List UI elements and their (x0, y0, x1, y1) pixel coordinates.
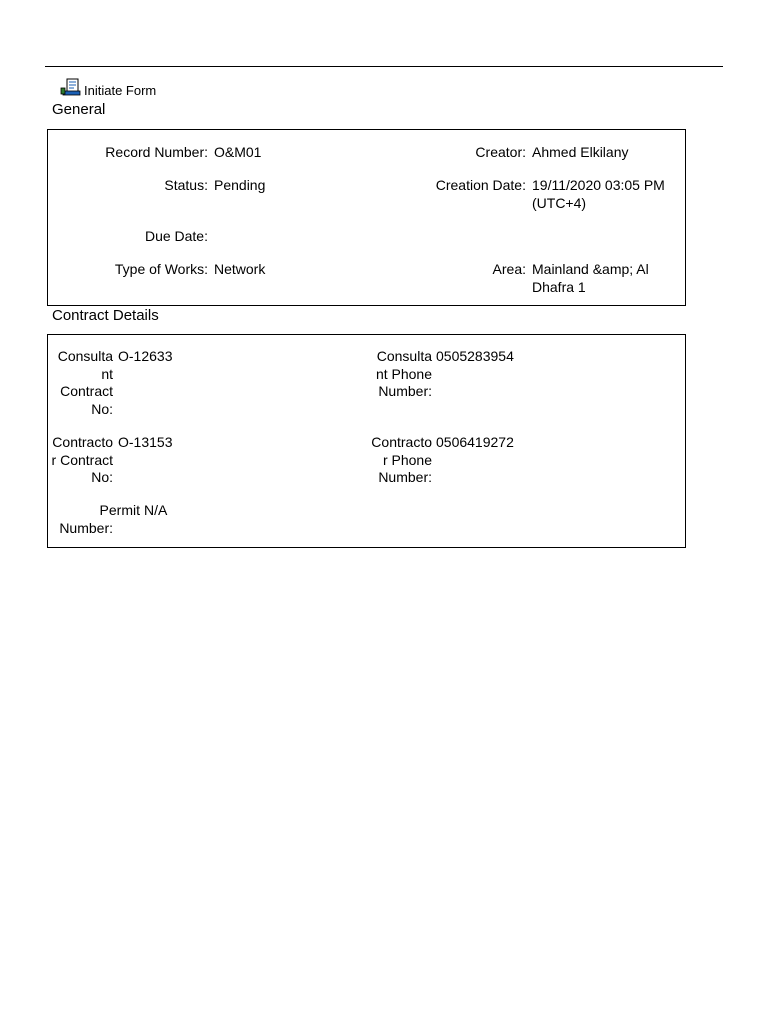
creation-date-timezone: (UTC+4) (532, 194, 587, 211)
due-date-label: Due Date: (144, 228, 208, 244)
area-value-line2: Dhafra 1 (532, 278, 586, 295)
area-label: Area: (492, 261, 526, 277)
contractor-phone-label-line3: Number: (378, 469, 432, 485)
contractor-contract-label-line1: Contracto (52, 434, 113, 450)
status-value: Pending (214, 177, 266, 193)
form-title: Initiate Form (84, 83, 157, 98)
contract-details-panel (47, 334, 686, 548)
permit-number-value: N/A (144, 502, 168, 518)
consultant-phone-label-line3: Number: (378, 383, 432, 399)
type-of-works-label: Type of Works: (114, 261, 208, 277)
type-of-works-value: Network (214, 261, 266, 277)
status-label: Status: (164, 177, 208, 193)
contractor-phone-label-line2: r Phone (382, 451, 432, 468)
form-icon (60, 78, 82, 98)
general-panel (47, 129, 686, 306)
permit-number-label-line1: Permit (99, 502, 140, 518)
permit-number-label-line2: Number: (59, 519, 113, 536)
contractor-phone-value: 0506419272 (436, 434, 514, 450)
contractor-contract-value: O-13153 (118, 434, 173, 450)
consultant-contract-label-line2: nt (101, 365, 113, 382)
consultant-contract-label-line1: Consulta (57, 348, 113, 364)
initiate-form-header (60, 78, 156, 98)
record-number-value: O&M01 (214, 144, 262, 160)
record-number-label: Record Number: (105, 144, 208, 160)
creation-date-label: Creation Date: (435, 177, 526, 193)
contractor-contract-label-line3: No: (91, 469, 113, 485)
consultant-contract-value: O-12633 (118, 348, 173, 364)
consultant-phone-label-line2: nt Phone (375, 365, 432, 382)
creator-label: Creator: (475, 144, 526, 160)
general-section-title: General (52, 101, 106, 118)
consultant-contract-label-line3: Contract (60, 383, 113, 399)
consultant-contract-label-line4: No: (91, 400, 113, 417)
contract-details-section-title: Contract Details (52, 307, 159, 324)
consultant-phone-value: 0505283954 (436, 348, 514, 364)
contractor-phone-label-line1: Contracto (371, 434, 432, 450)
consultant-phone-label-line1: Consulta (376, 348, 432, 364)
contractor-contract-label-line2: r Contract (51, 451, 113, 468)
creation-date-value: 19/11/2020 03:05 PM (532, 177, 665, 193)
top-divider (45, 66, 723, 67)
creator-value: Ahmed Elkilany (532, 144, 629, 160)
area-value: Mainland &amp; Al (532, 261, 649, 277)
